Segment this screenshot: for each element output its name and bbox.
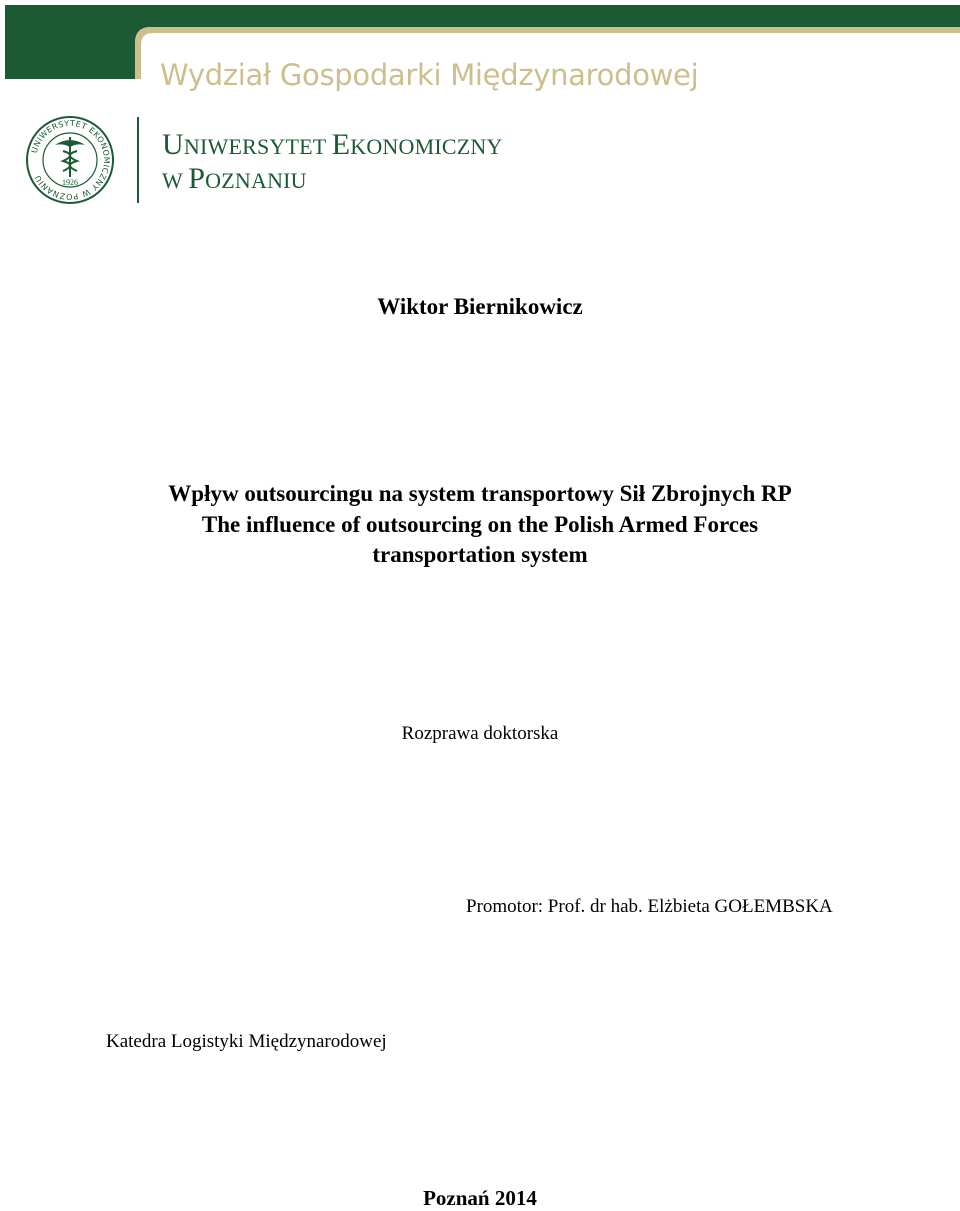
university-seal-logo — [25, 115, 115, 205]
svg-text:1926: 1926 — [62, 178, 78, 187]
thesis-type: Rozprawa doktorska — [401, 723, 559, 744]
title-english-line2: transportation system — [372, 542, 588, 567]
promoter: Promotor: Prof. dr hab. Elżbieta GOŁEMBSKA — [466, 896, 833, 917]
university-name-line2: W POZNANIU — [162, 162, 307, 195]
university-name-line1: UNIWERSYTET EKONOMICZNY — [162, 128, 503, 161]
title-english-line1: The influence of outsourcing on the Polish Armed Forces — [201, 512, 759, 537]
place-year: Poznań 2014 — [423, 1186, 537, 1210]
author-name: Wiktor Biernikowicz — [377, 294, 583, 319]
svg-text:UNIWERSYTET EKONOMICZNY W POZN: UNIWERSYTET EKONOMICZNY W POZNANIU — [29, 118, 112, 202]
faculty-name: Wydział Gospodarki Międzynarodowej — [160, 58, 699, 92]
header-divider — [137, 117, 139, 203]
title-polish: Wpływ outsourcingu na system transportowy Sił Zbrojnych RP — [168, 481, 792, 506]
department: Katedra Logistyki Międzynarodowej — [106, 1031, 387, 1052]
